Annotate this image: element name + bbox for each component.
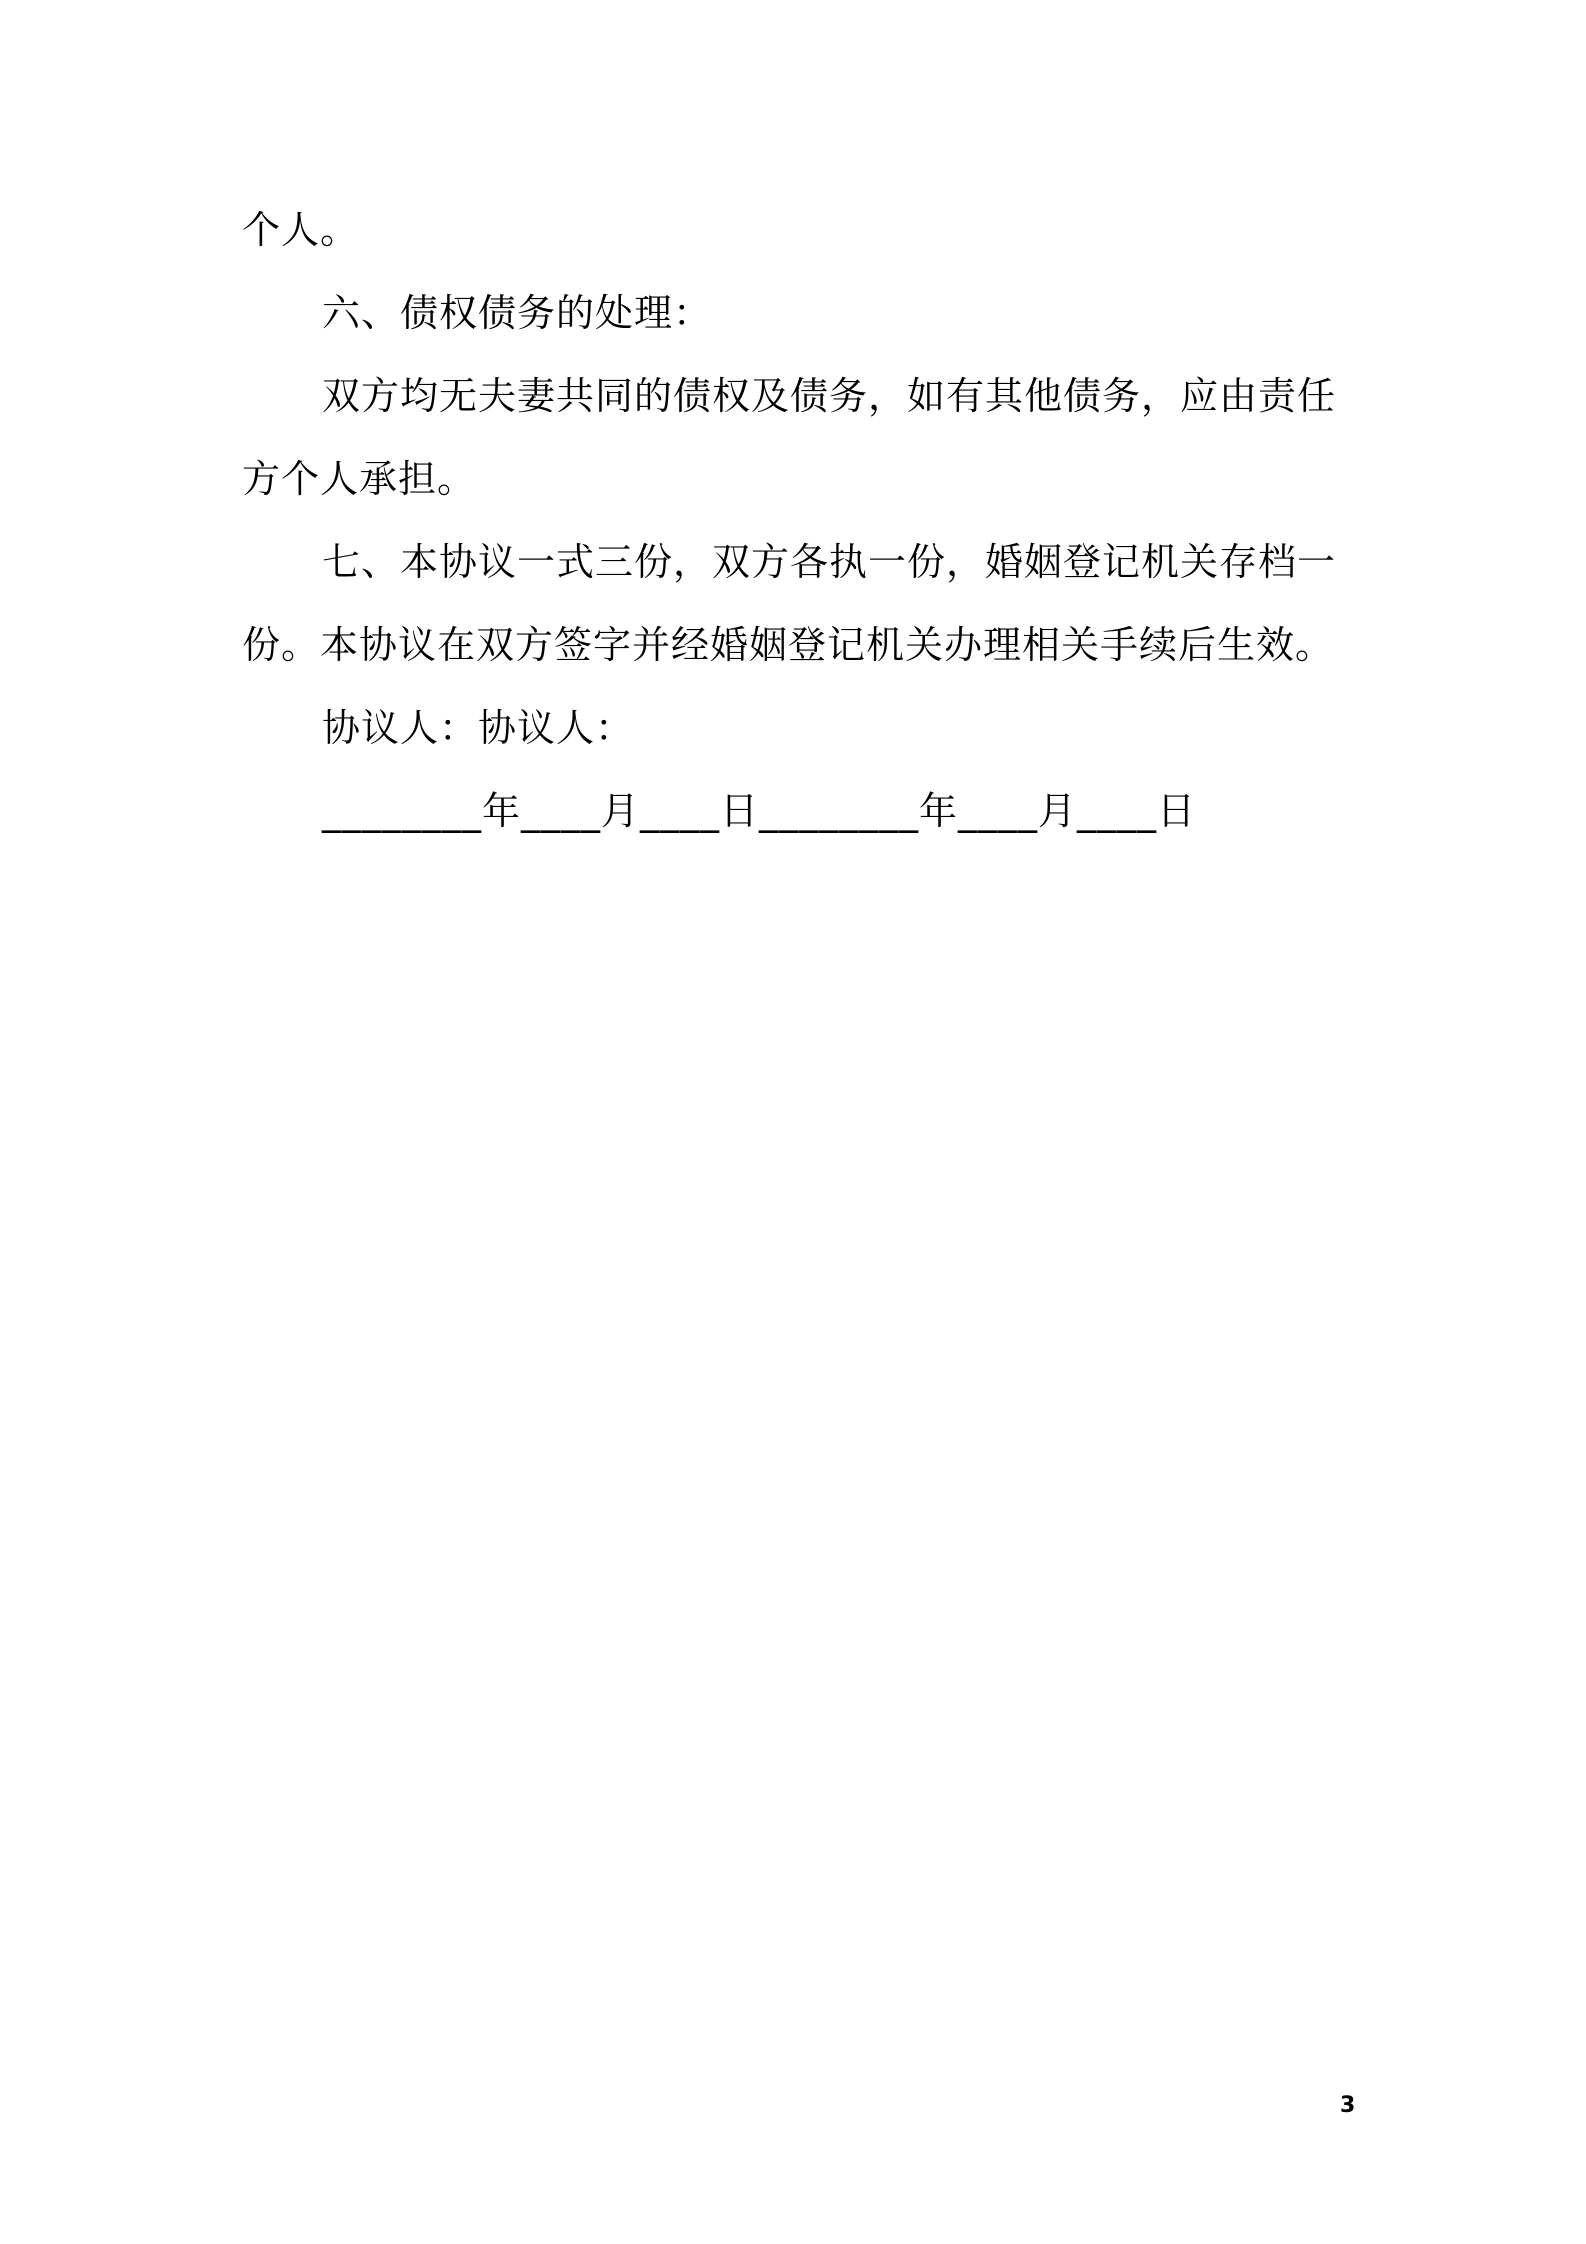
paragraph-line: 七、本协议一式三份，双方各执一份，婚姻登记机关存档一	[322, 540, 1337, 584]
paragraph-line: 份。本协议在双方签字并经婚姻登记机关办理相关手续后生效。	[242, 623, 1335, 667]
paragraph-line: 个人。	[242, 208, 360, 252]
paragraph-line: 双方均无夫妻共同的债权及债务，如有其他债务，应由责任	[322, 374, 1337, 418]
section-heading-debts: 六、债权债务的处理：	[322, 291, 713, 335]
paragraph-line: 方个人承担。	[242, 457, 477, 501]
signatories-label: 协议人：协议人：	[322, 706, 635, 750]
signature-date-line: ________年____月____日________年____月____日	[322, 789, 1197, 833]
page-number: 3	[1340, 2093, 1356, 2118]
